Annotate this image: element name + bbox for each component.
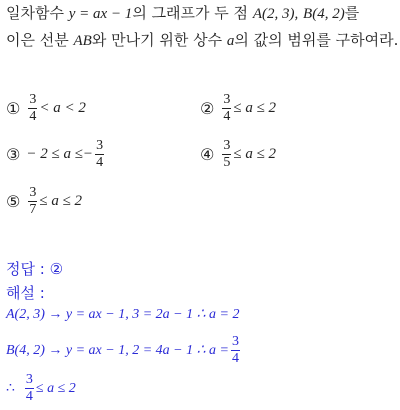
option-1[interactable]: [6, 92, 86, 125]
option-2[interactable]: [200, 92, 276, 125]
fraction: [222, 138, 231, 171]
denominator: 4: [96, 155, 104, 170]
denominator: 4: [223, 109, 231, 124]
option-mark: ⑤: [6, 192, 21, 211]
numerator: 3: [223, 138, 231, 153]
option-4[interactable]: [200, 138, 276, 171]
inequality: ≤ a ≤ 2: [233, 146, 277, 162]
numerator: 3: [25, 372, 33, 387]
numerator: 3: [96, 138, 104, 153]
inequality: − 2 ≤ a ≤−: [26, 146, 94, 162]
segment-name: AB: [73, 33, 92, 49]
final-answer: [6, 372, 76, 405]
question-text: 와 만나기 위한 상수: [91, 31, 223, 49]
fraction: [28, 185, 37, 218]
question-line-1: [6, 2, 359, 23]
question-text: 를: [344, 4, 360, 22]
point-a: A(2, 3),: [252, 6, 299, 22]
denominator: 4: [231, 351, 239, 366]
inequality: ≤ a ≤ 2: [39, 193, 83, 209]
question-text: 의 그래프가 두 점: [132, 4, 249, 22]
step-2-text: B(4, 2) → y = ax − 1, 2 = 4a − 1 ∴ a =: [6, 343, 229, 358]
question-text: 일차함수: [6, 4, 64, 22]
fraction: [222, 92, 231, 125]
denominator: 4: [25, 389, 33, 404]
inequality: ≤ a ≤ 2: [233, 100, 277, 116]
fraction: [25, 372, 34, 405]
denominator: 5: [223, 155, 231, 170]
answer-label: 정답 : ②: [6, 260, 64, 278]
final-inequality: ≤ a ≤ 2: [35, 380, 76, 396]
option-mark: ④: [200, 145, 215, 164]
therefore-symbol: ∴: [6, 381, 15, 396]
numerator: 3: [29, 92, 37, 107]
variable-a: a: [226, 33, 235, 49]
fraction: [231, 334, 240, 367]
denominator: 7: [29, 202, 37, 217]
explanation-label: 해설 :: [6, 284, 45, 302]
fraction: [28, 92, 37, 125]
equation: y = ax − 1: [68, 6, 133, 22]
option-3[interactable]: [6, 138, 106, 171]
solution-step-2: [6, 334, 242, 367]
numerator: 3: [29, 185, 37, 200]
question-line-2: [6, 29, 398, 50]
solution-step-1: A(2, 3) → y = ax − 1, 3 = 2a − 1 ∴ a = 2: [6, 307, 240, 322]
question-text: 이은 선분: [6, 31, 69, 49]
option-mark: ①: [6, 99, 21, 118]
point-b: B(4, 2): [303, 6, 345, 22]
option-mark: ③: [6, 145, 21, 164]
option-mark: ②: [200, 99, 215, 118]
denominator: 4: [29, 109, 37, 124]
question-text: 의 값의 범위를 구하여라.: [234, 31, 399, 49]
option-5[interactable]: [6, 185, 82, 218]
numerator: 3: [231, 334, 239, 349]
numerator: 3: [223, 92, 231, 107]
fraction: [95, 138, 104, 171]
inequality: < a < 2: [39, 100, 86, 116]
